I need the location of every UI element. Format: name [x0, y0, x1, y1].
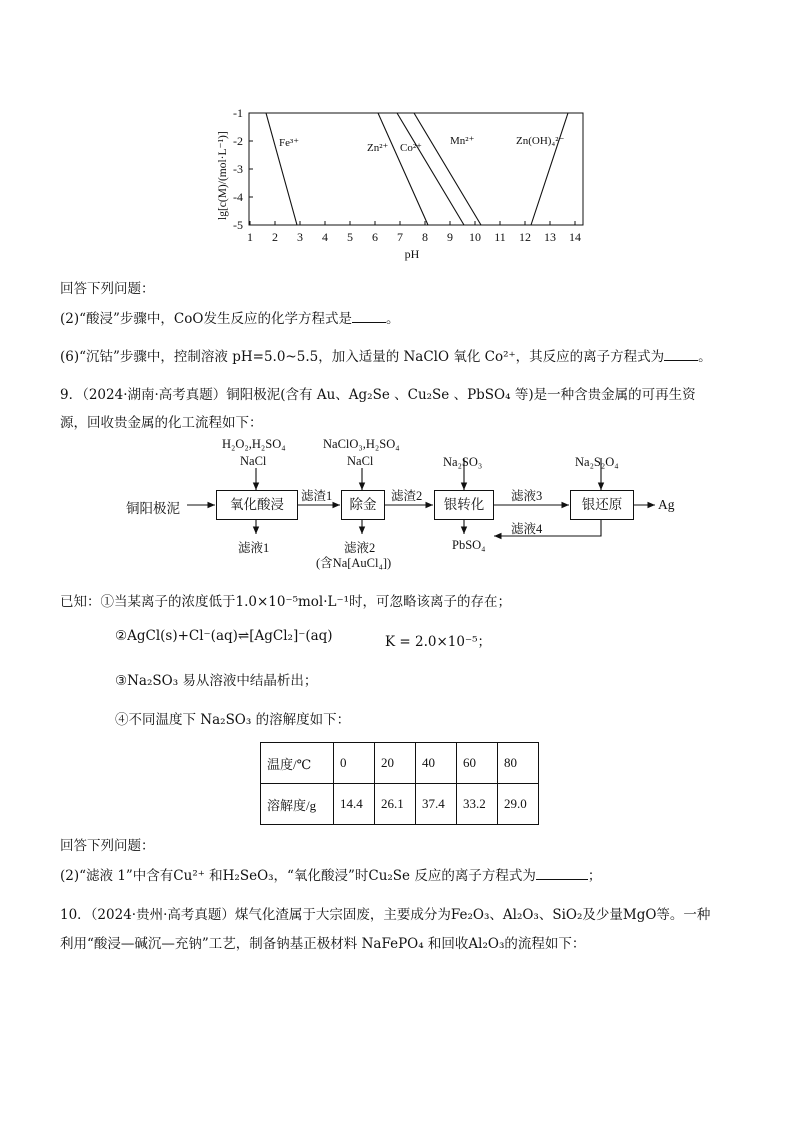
solubility-graph: [200, 100, 600, 265]
x-tick-label: 12: [519, 230, 531, 244]
x-tick-label: 1: [247, 230, 253, 244]
q10-line2: 利用“酸浸—碱沉—充钠”工艺，制备钠基正极材料 NaFePO₄ 和回收Al₂O₃的流程如下：: [60, 936, 586, 952]
x-tick-label: 8: [422, 230, 428, 244]
answer-blank[interactable]: [664, 348, 698, 361]
q9-line2: 源，回收贵金属的化工流程如下：: [60, 415, 263, 431]
known-2-k: K = 2.0×10⁻⁵；: [385, 634, 491, 650]
y-axis-label: lg[c(M)/(mol·L⁻¹)]: [217, 131, 229, 220]
q8-part6: [60, 345, 712, 365]
x-tick-label: 2: [272, 230, 278, 244]
zn-line: [378, 113, 428, 225]
flow-end: Ag: [658, 497, 675, 512]
y-tick-label: -2: [233, 134, 243, 148]
co-label: Co²⁺: [400, 142, 422, 154]
znoh-label: Zn(OH)₄²⁻: [516, 135, 565, 147]
fe-line: [266, 113, 300, 225]
q10-line1: 10．（2024·贵州·高考真题）煤气化渣属于大宗固废，主要成分为Fe₂O₃、Al₂O₃、SiO₂及少量MgO等。一种: [60, 907, 711, 923]
q9-part2: [60, 864, 601, 884]
table-cell: 20: [375, 743, 416, 784]
x-tick-label: 14: [569, 230, 581, 244]
known-2: ②AgCl(s)+Cl⁻(aq)⇌[AgCl₂]⁻(aq): [115, 628, 333, 644]
reagent-2b: NaCl: [347, 454, 374, 468]
table-cell: 26.1: [375, 784, 416, 825]
answer-blank[interactable]: [352, 310, 386, 323]
box-oxidation-leach: 氧化酸浸: [216, 490, 298, 520]
table-cell: 0: [334, 743, 375, 784]
reagent-4: Na₂S₂O₄: [575, 455, 619, 469]
q8-part6-text: (6)“沉钴”步骤中，控制溶液 pH=5.0~5.5，加入适量的 NaClO 氧化 Co²⁺，其反应的离子方程式为: [60, 349, 665, 365]
stream-filtrate2: 滤渣2: [391, 489, 423, 503]
q8-part2-text: (2)“酸浸”步骤中，CoO发生反应的化学方程式是: [60, 311, 352, 327]
x-tick-label: 5: [347, 230, 353, 244]
solubility-table: [260, 742, 539, 825]
x-tick-label: 6: [372, 230, 378, 244]
stream-residue1: 滤渣1: [301, 489, 333, 503]
zn-label: Zn²⁺: [367, 142, 389, 154]
reagent-1a: H₂O₂,H₂SO₄: [222, 437, 286, 451]
x-tick-label: 11: [494, 230, 506, 244]
x-tick-label: 10: [469, 230, 481, 244]
y-tick-label: -1: [233, 106, 243, 120]
fe-label: Fe³⁺: [279, 137, 300, 149]
reagent-3: Na₂SO₃: [443, 455, 483, 469]
reagent-1b: NaCl: [240, 454, 267, 468]
x-ticks: [250, 221, 575, 225]
y-tick-label: -5: [233, 218, 243, 232]
table-cell: 溶解度/g: [261, 784, 334, 825]
known-1: 已知：①当某离子的浓度低于1.0×10⁻⁵mol·L⁻¹时，可忽略该离子的存在；: [60, 594, 512, 610]
table-cell: 80: [498, 743, 539, 784]
x-tick-label: 3: [297, 230, 303, 244]
box-gold-removal: 除金: [341, 490, 385, 520]
co-line: [397, 113, 464, 225]
stream-filtrate4: 滤液4: [511, 522, 543, 536]
table-cell: 33.2: [457, 784, 498, 825]
table-row: [261, 743, 539, 784]
flow-start: 铜阳极泥: [126, 501, 180, 516]
znoh-line: [531, 113, 568, 225]
x-tick-label: 7: [397, 230, 403, 244]
y-tick-label: -4: [233, 190, 243, 204]
q8-part6-end: 。: [698, 349, 712, 365]
table-row: [261, 784, 539, 825]
box-silver-reduction: 银还原: [570, 490, 634, 520]
mn-line: [414, 113, 481, 225]
y-ticks: [249, 113, 253, 225]
mn-label: Mn²⁺: [450, 135, 475, 147]
q9-prompt: 回答下列问题：: [60, 838, 155, 854]
stream-filtrate1: 滤液1: [238, 541, 270, 555]
q8-prompt: 回答下列问题：: [60, 281, 155, 297]
q9-part2-text: (2)“滤液 1”中含有Cu²⁺ 和H₂SeO₃，“氧化酸浸”时Cu₂Se 反应的离子方程式为: [60, 868, 536, 884]
stream-residue2: 滤液2: [344, 541, 376, 555]
q9-line1: 9．（2024·湖南·高考真题）铜阳极泥(含有 Au、Ag₂Se 、Cu₂Se 、PbSO₄ 等)是一种含贵金属的可再生资: [60, 387, 696, 403]
stream-pbso4: PbSO₄: [452, 538, 486, 552]
stream-filtrate3: 滤液3: [511, 489, 543, 503]
y-tick-label: -3: [233, 162, 243, 176]
x-axis-label: pH: [404, 247, 420, 261]
answer-blank[interactable]: [536, 867, 588, 880]
table-cell: 14.4: [334, 784, 375, 825]
table-cell: 60: [457, 743, 498, 784]
known-3: ③Na₂SO₃ 易从溶液中结晶析出；: [115, 673, 318, 689]
table-cell: 29.0: [498, 784, 539, 825]
stream-residue2-note: (含Na[AuCl₄]): [316, 556, 392, 570]
reagent-2a: NaClO₃,H₂SO₄: [323, 437, 400, 451]
table-cell: 40: [416, 743, 457, 784]
plot-frame: [249, 113, 583, 225]
known-4: ④不同温度下 Na₂SO₃ 的溶解度如下：: [115, 712, 351, 728]
table-cell: 37.4: [416, 784, 457, 825]
table-cell: 温度/℃: [261, 743, 334, 784]
box-silver-conversion: 银转化: [434, 490, 494, 520]
x-tick-label: 4: [322, 230, 328, 244]
q8-part2: (2)“酸浸”步骤中，CoO发生反应的化学方程式是 。: [60, 311, 400, 327]
q9-part2-end: ；: [587, 868, 602, 884]
x-tick-label: 13: [544, 230, 556, 244]
x-tick-label: 9: [447, 230, 453, 244]
